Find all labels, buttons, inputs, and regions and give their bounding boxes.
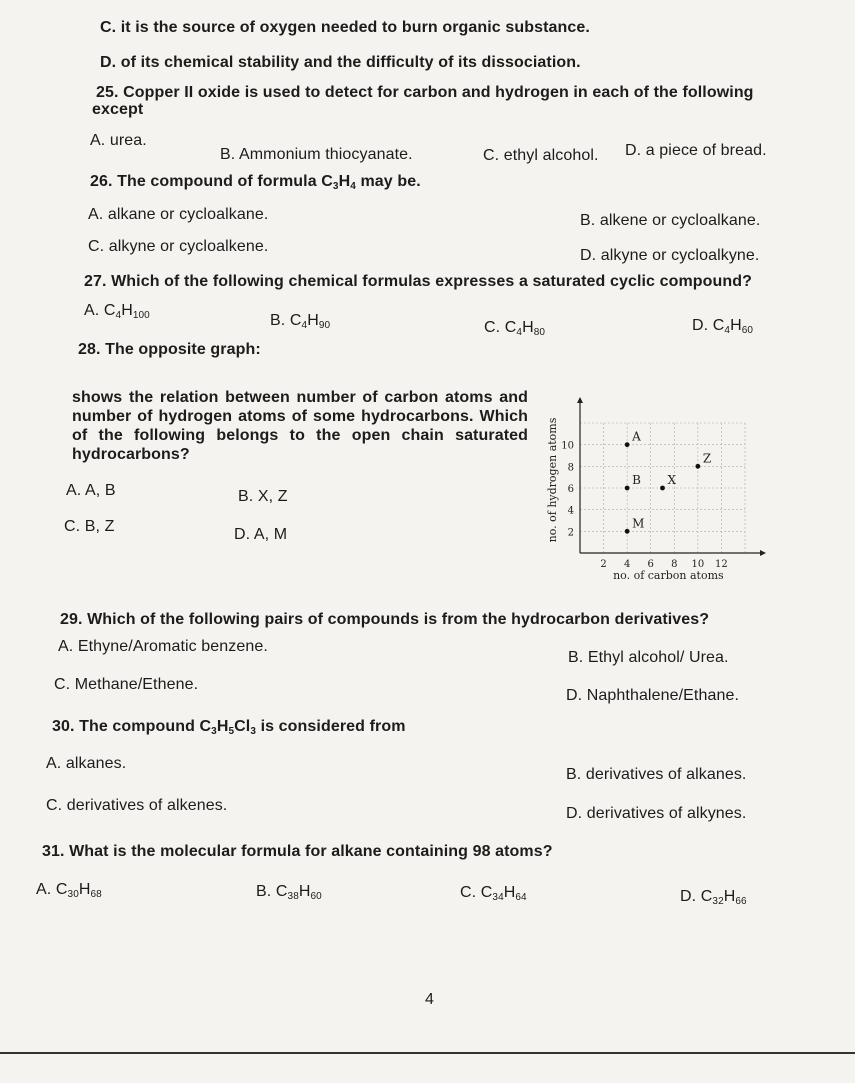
page-number: 4 xyxy=(425,991,434,1008)
q27-option-c: C. $C_4H_{80}$ xyxy=(484,319,546,338)
q27-option-d: D. $C_4H_{60}$ xyxy=(692,317,754,336)
q31-option-a: A. $C_{30}H_{68}$ xyxy=(36,881,102,900)
chart-x-label: no. of carbon atoms xyxy=(613,569,724,582)
y-axis-arrow xyxy=(577,397,583,403)
q31-option-d: D. $C_{32}H_{66}$ xyxy=(680,888,747,907)
point-label-Z: Z xyxy=(702,451,712,466)
chart-points xyxy=(625,430,711,534)
x-tick-label: 2 xyxy=(600,559,607,570)
hydrocarbon-scatter-graph xyxy=(540,395,770,595)
y-tick-label: 4 xyxy=(567,505,574,517)
q30-option-d: D. derivatives of alkynes. xyxy=(566,805,747,822)
x-tick-label: 12 xyxy=(715,559,728,570)
q31-option-b: B. $C_{38}H_{60}$ xyxy=(256,883,322,902)
y-tick-label: 2 xyxy=(567,527,574,539)
q28-option-c: C. B, Z xyxy=(64,518,115,535)
point-Z xyxy=(695,464,700,469)
point-label-B: B xyxy=(632,473,641,487)
q25-option-d: D. a piece of bread. xyxy=(625,142,767,159)
q27-stem: 27. Which of the following chemical formulas expresses a saturated cyclic compound? xyxy=(84,273,753,290)
chart-y-label: no. of hydrogen atoms xyxy=(546,417,559,543)
q28-option-a: A. A, B xyxy=(66,482,116,499)
y-tick-label: 8 xyxy=(567,462,574,474)
q24-option-c: C. it is the source of oxygen needed to burn organic substance. xyxy=(100,19,590,36)
q30-option-a: A. alkanes. xyxy=(46,755,127,772)
q29-option-a: A. Ethyne/Aromatic benzene. xyxy=(58,638,268,655)
q25-stem-cont: except xyxy=(92,101,144,118)
q27-option-b: B. $C_4H_{90}$ xyxy=(270,312,331,331)
q26-option-b: B. alkene or cycloalkane. xyxy=(580,212,761,229)
y-tick-label: 10 xyxy=(561,440,574,452)
q25-option-b: B. Ammonium thiocyanate. xyxy=(220,146,413,163)
point-B xyxy=(625,486,630,491)
footer-rule xyxy=(0,1052,855,1054)
q28-stem: 28. The opposite graph: xyxy=(78,341,261,358)
q28-option-b: B. X, Z xyxy=(238,488,288,505)
q28-body: shows the relation between number of carbon atoms and number of hydrogen atoms of some hydrocarbons. Which of the following belongs to the open chain saturated hydrocarbons? xyxy=(72,389,528,463)
q26-stem: 26. The compound of formula $C_3H_4$ may be. xyxy=(90,173,421,192)
q26-option-a: A. alkane or cycloalkane. xyxy=(88,206,269,223)
q26-option-d: D. alkyne or cycloalkyne. xyxy=(580,247,760,264)
q31-option-c: C. $C_{34}H_{64}$ xyxy=(460,884,527,903)
q30-option-c: C. derivatives of alkenes. xyxy=(46,797,228,814)
y-tick-label: 6 xyxy=(567,484,574,495)
q24-option-d: D. of its chemical stability and the difficulty of its dissociation. xyxy=(100,54,581,71)
q31-stem: 31. What is the molecular formula for alkane containing 98 atoms? xyxy=(42,843,553,860)
q25-option-c: C. ethyl alcohol. xyxy=(483,147,599,164)
q30-stem: 30. The compound $C_3H_5Cl_3$ is considered from xyxy=(52,718,406,737)
point-label-M: M xyxy=(632,516,645,531)
point-X xyxy=(660,486,665,491)
point-label-X: X xyxy=(667,473,677,487)
q27-option-a: A. $C_4H_{100}$ xyxy=(84,302,150,321)
q28-option-d: D. A, M xyxy=(234,526,288,543)
point-label-A: A xyxy=(632,429,641,444)
x-tick-label: 4 xyxy=(623,559,631,570)
q29-option-d: D. Naphthalene/Ethane. xyxy=(566,687,739,704)
point-M xyxy=(625,529,630,534)
point-A xyxy=(625,442,630,447)
q29-stem: 29. Which of the following pairs of compounds is from the hydrocarbon derivatives? xyxy=(60,611,710,628)
q25-stem: 25. Copper II oxide is used to detect for carbon and hydrogen in each of the following xyxy=(96,84,754,101)
x-tick-label: 8 xyxy=(671,559,678,570)
q29-option-b: B. Ethyl alcohol/ Urea. xyxy=(568,649,729,666)
x-tick-label: 6 xyxy=(647,559,654,570)
q25-option-a: A. urea. xyxy=(90,132,147,149)
x-tick-label: 10 xyxy=(691,559,705,570)
q26-option-c: C. alkyne or cycloalkene. xyxy=(88,238,269,255)
q30-option-b: B. derivatives of alkanes. xyxy=(566,766,747,783)
x-axis-arrow xyxy=(760,550,766,556)
q29-option-c: C. Methane/Ethene. xyxy=(54,676,199,693)
